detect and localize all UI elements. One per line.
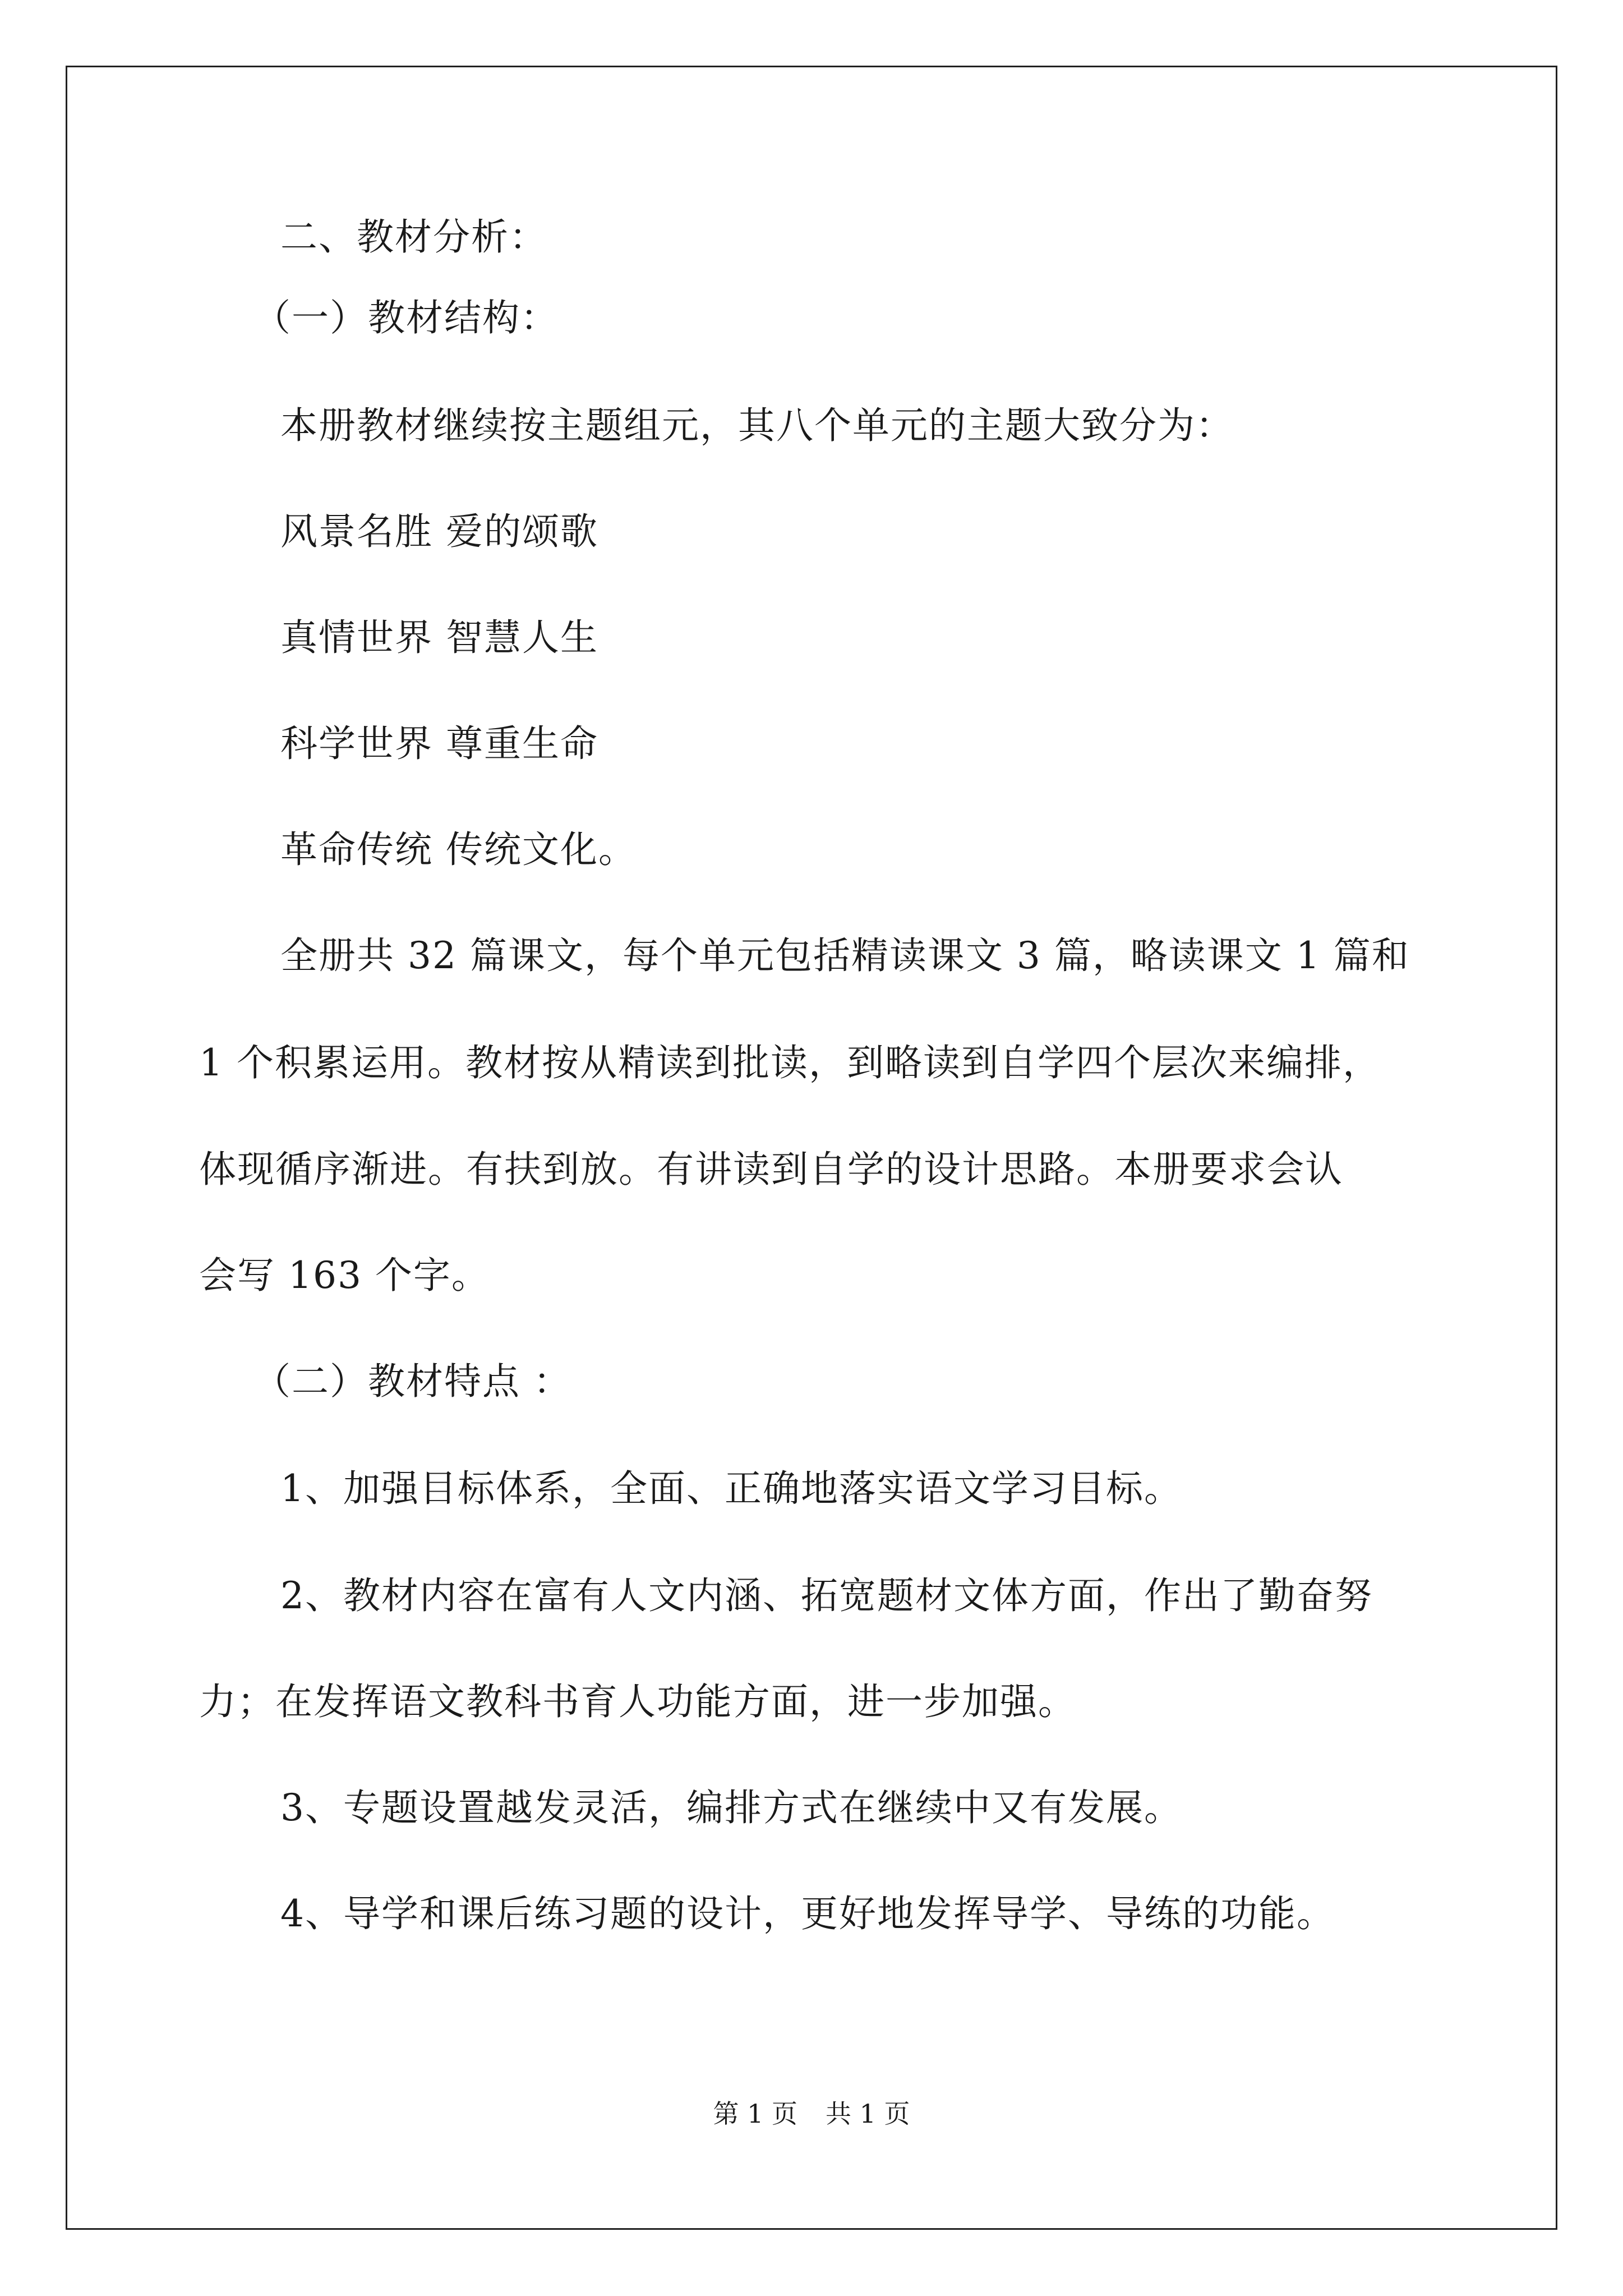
- paragraph-line: 本册教材继续按主题组元，其八个单元的主题大致分为：: [280, 404, 1234, 447]
- page-number-total: 共 1 页: [826, 2099, 910, 2129]
- paragraph-line: 体现循序渐进。有扶到放。有讲读到自学的设计思路。本册要求会认: [199, 1148, 1343, 1191]
- paragraph-line: 1 个积累运用。教材按从精读到批读，到略读到自学四个层次来编排，: [199, 1041, 1381, 1084]
- subsection-heading-features: （二）教材特点 ：: [253, 1360, 571, 1403]
- theme-line: 风景名胜 爱的颂歌: [280, 510, 598, 553]
- page-number-current: 第 1 页: [713, 2099, 797, 2129]
- theme-line: 科学世界 尊重生命: [280, 722, 598, 765]
- theme-line: 真情世界 智慧人生: [280, 616, 598, 659]
- list-item: 2、教材内容在富有人文内涵、拓宽题材文体方面，作出了勤奋努: [280, 1574, 1373, 1617]
- paragraph-line: 全册共 32 篇课文，每个单元包括精读课文 3 篇，略读课文 1 篇和: [280, 934, 1410, 977]
- paragraph-line: 力；在发挥语文教科书育人功能方面，进一步加强。: [199, 1680, 1076, 1723]
- list-item: 4、导学和课后练习题的设计，更好地发挥导学、导练的功能。: [280, 1892, 1335, 1935]
- theme-line: 革命传统 传统文化。: [280, 828, 637, 871]
- page-footer: [0, 2097, 1623, 2131]
- subsection-heading-structure: （一）教材结构：: [253, 296, 559, 339]
- list-item: 1、加强目标体系，全面、正确地落实语文学习目标。: [280, 1467, 1182, 1510]
- list-item: 3、专题设置越发灵活，编排方式在继续中又有发展。: [280, 1786, 1182, 1829]
- paragraph-line: 会写 163 个字。: [199, 1254, 490, 1297]
- section-heading: 二、教材分析：: [280, 215, 547, 259]
